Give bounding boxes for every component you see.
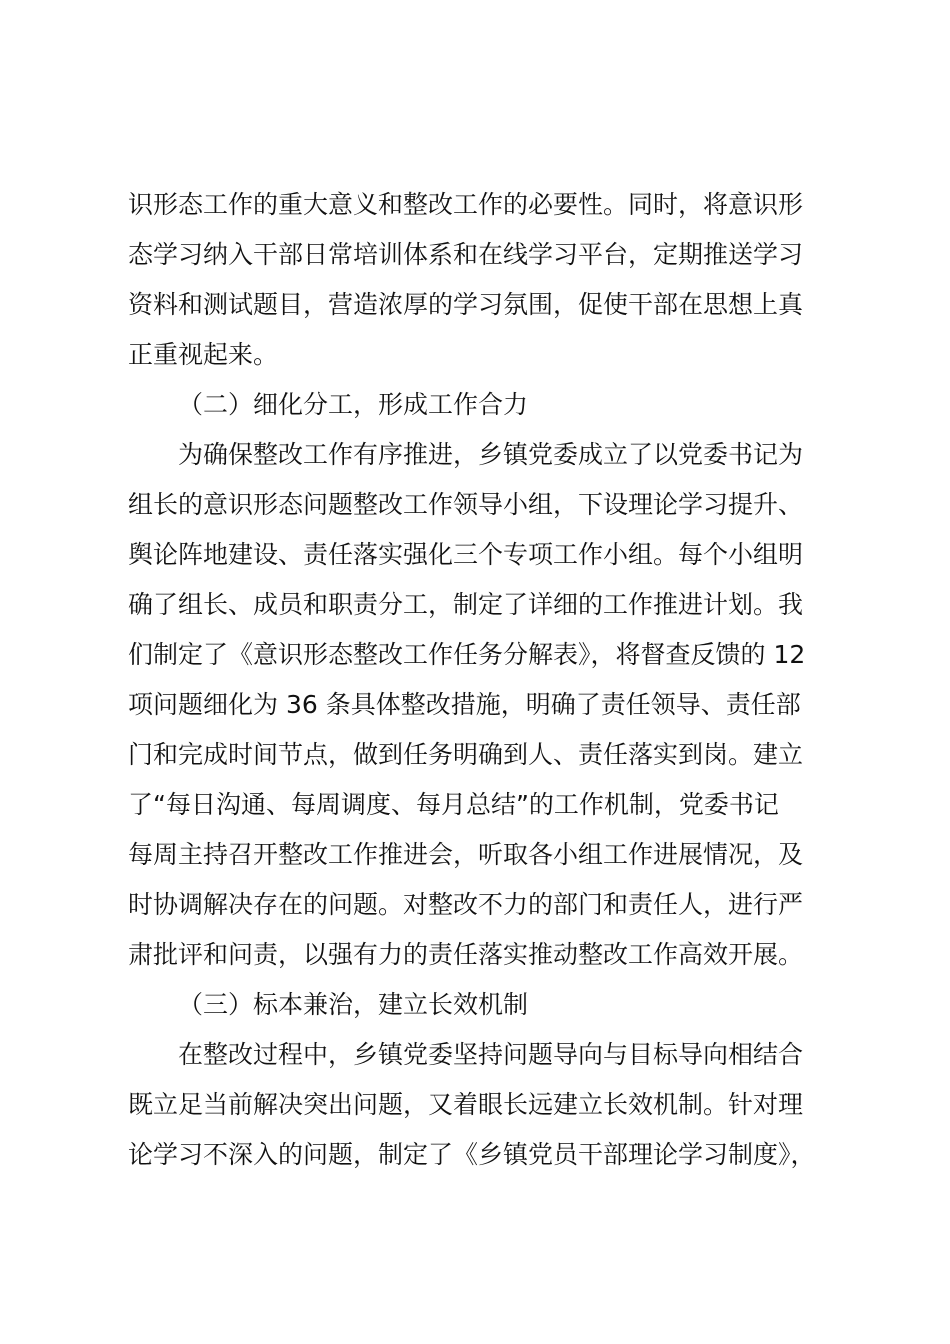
paragraph-line: 了“每日沟通、每周调度、每月总结”的工作机制，党委书记 xyxy=(128,790,779,819)
paragraph-line: 舆论阵地建设、责任落实强化三个专项工作小组。每个小组明 xyxy=(128,540,804,569)
document-body xyxy=(128,180,836,1180)
paragraph-line: 肃批评和问责，以强有力的责任落实推动整改工作高效开展。 xyxy=(128,940,804,969)
paragraph-line: 确了组长、成员和职责分工，制定了详细的工作推进计划。我 xyxy=(128,590,804,619)
paragraph-line: 们制定了《意识形态整改工作任务分解表》，将督查反馈的 12 xyxy=(128,640,806,669)
paragraph-line: 既立足当前解决突出问题，又着眼长远建立长效机制。针对理 xyxy=(128,1090,804,1119)
paragraph-line: 时协调解决存在的问题。对整改不力的部门和责任人，进行严 xyxy=(128,890,804,919)
paragraph-line: 项问题细化为 36 条具体整改措施，明确了责任领导、责任部 xyxy=(128,690,801,719)
paragraph-line: 资料和测试题目，营造浓厚的学习氛围，促使干部在思想上真 xyxy=(128,290,804,319)
paragraph-line: 论学习不深入的问题，制定了《乡镇党员干部理论学习制度》， xyxy=(128,1140,816,1169)
paragraph-line: 态学习纳入干部日常培训体系和在线学习平台，定期推送学习 xyxy=(128,240,804,269)
paragraph-line: 每周主持召开整改工作推进会，听取各小组工作进展情况，及 xyxy=(128,840,804,869)
paragraph-line: 在整改过程中，乡镇党委坚持问题导向与目标导向相结合 xyxy=(178,1040,804,1069)
paragraph-line: 正重视起来。 xyxy=(128,340,279,369)
paragraph-line: 组长的意识形态问题整改工作领导小组，下设理论学习提升、 xyxy=(128,490,804,519)
section-heading-3: （三）标本兼治，建立长效机制 xyxy=(178,990,529,1019)
paragraph-line: 为确保整改工作有序推进，乡镇党委成立了以党委书记为 xyxy=(178,440,804,469)
paragraph-line: 门和完成时间节点，做到任务明确到人、责任落实到岗。建立 xyxy=(128,740,804,769)
section-heading-2: （二）细化分工，形成工作合力 xyxy=(178,390,529,419)
paragraph-line: 识形态工作的重大意义和整改工作的必要性。同时，将意识形 xyxy=(128,190,804,219)
